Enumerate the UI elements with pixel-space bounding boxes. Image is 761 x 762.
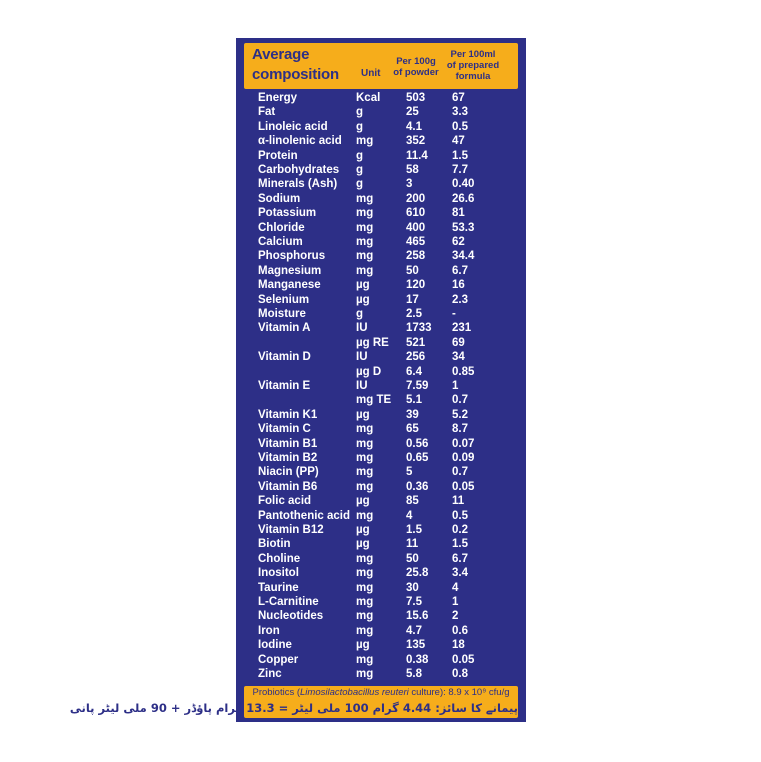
value-per-100g: 30 [406, 581, 419, 594]
nutrient-unit: mg [356, 509, 374, 522]
header-per-100ml [440, 49, 506, 82]
value-per-100g: 400 [406, 221, 426, 234]
value-per-100g: 1733 [406, 322, 432, 335]
nutrient-name: Manganese [258, 279, 321, 292]
table-row [236, 624, 526, 638]
header-per-100g-line2: of powder [393, 67, 439, 78]
header-per-100g-line1: Per 100g [396, 56, 436, 67]
header-per-100ml-line2: of prepared [446, 60, 500, 71]
nutrient-unit: mg [356, 653, 374, 666]
nutrient-name: Vitamin B12 [258, 524, 324, 536]
nutrient-name: Vitamin A [258, 322, 311, 335]
table-row [236, 609, 526, 623]
table-row [236, 293, 526, 307]
value-per-100ml: 11 [452, 495, 465, 508]
nutrient-name: Niacin (PP) [258, 466, 319, 479]
nutrient-unit: µg RE [356, 336, 389, 349]
nutrient-name: Vitamin B2 [258, 452, 318, 464]
value-per-100g: 503 [406, 92, 426, 104]
table-row [236, 537, 526, 551]
nutrient-name: Vitamin K1 [258, 408, 318, 421]
nutrient-name: Phosphorus [258, 250, 326, 263]
nutrient-unit: mg [356, 250, 374, 263]
nutrient-unit: mg [356, 610, 374, 623]
value-per-100ml: 6.7 [452, 552, 468, 565]
value-per-100g: 0.65 [406, 452, 429, 464]
value-per-100ml: 0.05 [452, 653, 475, 666]
table-row [236, 552, 526, 566]
nutrient-name: Linoleic acid [258, 120, 328, 133]
nutrient-unit: mg [356, 452, 374, 464]
value-per-100ml: 3.4 [452, 567, 468, 580]
nutrient-name: Protein [258, 149, 298, 162]
nutrient-name: Copper [258, 653, 299, 666]
table-row [236, 206, 526, 220]
table-row [236, 379, 526, 393]
value-per-100g: 7.59 [406, 380, 429, 392]
nutrient-name: Iodine [258, 639, 292, 652]
nutrient-unit: mg [356, 423, 374, 436]
value-per-100g: 3 [406, 178, 413, 191]
header-title [252, 45, 339, 85]
table-row [236, 321, 526, 335]
probiotics-suffix: culture): 8.9 x 10⁹ cfu/g [408, 687, 510, 698]
table-row [236, 264, 526, 278]
nutrient-unit: mg [356, 552, 374, 565]
nutrient-unit: IU [356, 322, 368, 335]
nutrient-name: Pantothenic acid [258, 509, 351, 522]
nutrient-name: Carbohydrates [258, 164, 340, 176]
table-row [236, 134, 526, 148]
value-per-100g: 50 [406, 552, 419, 565]
value-per-100g: 65 [406, 423, 419, 436]
nutrient-unit: µg [356, 495, 370, 508]
nutrient-name: Potassium [258, 207, 317, 220]
header-per-100ml-line3: formula [455, 71, 491, 82]
nutrient-unit: µg [356, 279, 370, 292]
value-per-100ml: 2 [452, 610, 459, 623]
value-per-100ml: 1.5 [452, 149, 468, 162]
table-row [236, 408, 526, 422]
table-row [236, 393, 526, 407]
value-per-100g: 0.38 [406, 653, 429, 666]
value-per-100g: 5.8 [406, 668, 422, 680]
value-per-100g: 135 [406, 639, 426, 652]
nutrient-unit: g [356, 308, 364, 320]
table-row [236, 523, 526, 537]
nutrient-unit: mg [356, 596, 374, 608]
value-per-100ml: 6.7 [452, 264, 468, 277]
nutrient-name: Selenium [258, 293, 310, 306]
nutrient-unit: g [356, 106, 364, 119]
nutrient-unit: mg [356, 135, 374, 148]
value-per-100ml: 0.6 [452, 624, 468, 637]
header-per-100ml-line1: Per 100ml [450, 49, 496, 60]
value-per-100g: 50 [406, 264, 419, 277]
nutrient-name: Sodium [258, 192, 301, 205]
nutrient-unit: µg [356, 639, 370, 652]
nutrient-unit: g [356, 178, 364, 191]
table-row [236, 163, 526, 177]
nutrient-unit: g [356, 120, 364, 133]
value-per-100ml: 53.3 [452, 221, 475, 234]
nutrient-name: Vitamin C [258, 423, 311, 436]
nutrient-unit: mg [356, 192, 374, 205]
nutrient-name: Magnesium [258, 264, 322, 277]
nutrient-name: Zinc [258, 668, 282, 680]
table-row [236, 465, 526, 479]
value-per-100ml: 0.7 [452, 466, 468, 479]
value-per-100g: 256 [406, 351, 426, 364]
nutrient-name: Vitamin B1 [258, 437, 318, 450]
value-per-100ml: - [452, 308, 456, 320]
value-per-100ml: 1.5 [452, 538, 468, 551]
nutrient-unit: µg [356, 538, 370, 551]
value-per-100ml: 231 [452, 322, 472, 335]
nutrient-name: Energy [258, 92, 297, 104]
table-row [236, 221, 526, 235]
nutrient-unit: µg D [356, 365, 382, 378]
table-row [236, 149, 526, 163]
table-row [236, 581, 526, 595]
value-per-100ml: 0.07 [452, 437, 475, 450]
value-per-100ml: 18 [452, 639, 465, 652]
value-per-100g: 465 [406, 236, 426, 248]
table-row [236, 638, 526, 652]
value-per-100ml: 1 [452, 380, 459, 392]
value-per-100ml: 5.2 [452, 408, 468, 421]
value-per-100ml: 0.40 [452, 178, 475, 191]
value-per-100ml: 0.85 [452, 365, 475, 378]
nutrient-unit: mg [356, 207, 374, 220]
table-row [236, 235, 526, 249]
nutrient-name: Chloride [258, 221, 305, 234]
table-row [236, 307, 526, 321]
table-row [236, 365, 526, 379]
value-per-100g: 120 [406, 279, 426, 292]
header-title-line2: composition [252, 66, 339, 83]
value-per-100g: 0.36 [406, 480, 429, 493]
value-per-100g: 85 [406, 495, 419, 508]
nutrient-name: Inositol [258, 567, 299, 580]
nutrient-name: Calcium [258, 236, 303, 248]
value-per-100g: 11.4 [406, 149, 428, 162]
value-per-100g: 15.6 [406, 610, 429, 623]
nutrient-name: L-Carnitine [258, 596, 319, 608]
nutrient-name: Fat [258, 106, 276, 119]
nutrient-unit: mg [356, 480, 374, 493]
nutrient-name: α-linolenic acid [258, 135, 342, 148]
value-per-100g: 17 [406, 293, 419, 306]
nutrient-unit: mg TE [356, 394, 392, 407]
nutrient-unit: µg [356, 293, 370, 306]
header-unit: Unit [361, 68, 381, 79]
table-row [236, 667, 526, 681]
nutrient-unit: mg [356, 624, 374, 637]
nutrient-unit: µg [356, 408, 370, 421]
table-header [244, 43, 518, 89]
nutrient-unit: mg [356, 437, 374, 450]
header-title-line1: Average [252, 46, 310, 63]
table-row [236, 494, 526, 508]
table-row [236, 278, 526, 292]
value-per-100ml: 0.5 [452, 120, 468, 133]
table-row [236, 509, 526, 523]
header-per-100g [391, 56, 441, 78]
value-per-100ml: 0.8 [452, 668, 468, 680]
value-per-100ml: 69 [452, 336, 465, 349]
nutrient-unit: mg [356, 581, 374, 594]
nutrient-unit: IU [356, 380, 368, 392]
value-per-100g: 258 [406, 250, 426, 263]
table-row [236, 480, 526, 494]
table-row [236, 336, 526, 350]
value-per-100ml: 16 [452, 279, 465, 292]
nutrient-unit: mg [356, 668, 374, 680]
value-per-100g: 0.56 [406, 437, 429, 450]
value-per-100g: 1.5 [406, 524, 422, 536]
value-per-100g: 58 [406, 164, 419, 176]
nutrient-name: Vitamin D [258, 351, 311, 364]
value-per-100ml: 47 [452, 135, 465, 148]
nutrient-name: Iron [258, 624, 280, 637]
table-row [236, 350, 526, 364]
value-per-100g: 200 [406, 192, 426, 205]
nutrient-name: Choline [258, 552, 301, 565]
table-row [236, 653, 526, 667]
value-per-100g: 7.5 [406, 596, 422, 608]
value-per-100g: 4.1 [406, 120, 422, 133]
value-per-100g: 4 [406, 509, 413, 522]
nutrient-name: Minerals (Ash) [258, 178, 338, 191]
table-row [236, 249, 526, 263]
value-per-100g: 4.7 [406, 624, 422, 637]
value-per-100ml: 62 [452, 236, 465, 248]
table-row [236, 437, 526, 451]
nutrient-unit: Kcal [356, 92, 381, 104]
urdu-note: پیمانے کا سائز: 4.44 گرام 100 ملی لیٹر = 13.3 گرام پاؤڈر + 90 ملی لیٹر پانی [69, 701, 518, 715]
nutrient-unit: µg [356, 524, 370, 536]
value-per-100ml: 8.7 [452, 423, 468, 436]
value-per-100ml: 1 [452, 596, 459, 608]
value-per-100g: 5 [406, 466, 413, 479]
nutrient-name: Taurine [258, 581, 299, 594]
value-per-100ml: 0.7 [452, 394, 468, 407]
table-row [236, 177, 526, 191]
value-per-100g: 39 [406, 408, 419, 421]
value-per-100g: 610 [406, 207, 426, 220]
value-per-100ml: 3.3 [452, 106, 468, 119]
value-per-100ml: 67 [452, 92, 465, 104]
nutrient-name: Biotin [258, 538, 291, 551]
value-per-100ml: 0.09 [452, 452, 475, 464]
value-per-100g: 25.8 [406, 567, 429, 580]
table-row [236, 566, 526, 580]
value-per-100g: 521 [406, 336, 426, 349]
nutrient-unit: mg [356, 264, 374, 277]
value-per-100g: 25 [406, 106, 419, 119]
table-row [236, 595, 526, 609]
nutrient-unit: mg [356, 567, 374, 580]
value-per-100ml: 81 [452, 207, 465, 220]
value-per-100g: 352 [406, 135, 426, 148]
probiotics-note [244, 687, 518, 698]
table-row [236, 422, 526, 436]
table-row [236, 120, 526, 134]
nutrient-unit: IU [356, 351, 368, 364]
nutrient-unit: mg [356, 221, 374, 234]
probiotics-prefix: Probiotics ( [252, 687, 301, 698]
probiotics-culture: Limosilactobacillus reuteri [300, 687, 409, 698]
nutrient-name: Folic acid [258, 495, 312, 508]
value-per-100g: 11 [406, 538, 419, 551]
value-per-100ml: 0.5 [452, 509, 468, 522]
value-per-100ml: 34.4 [452, 250, 475, 263]
table-row [236, 91, 526, 105]
value-per-100ml: 0.2 [452, 524, 468, 536]
table-footer [69, 686, 518, 718]
value-per-100ml: 2.3 [452, 293, 468, 306]
value-per-100g: 6.4 [406, 365, 422, 378]
table-row [236, 105, 526, 119]
value-per-100ml: 34 [452, 351, 465, 364]
value-per-100ml: 7.7 [452, 164, 468, 176]
value-per-100g: 2.5 [406, 308, 422, 320]
nutrient-unit: mg [356, 466, 374, 479]
value-per-100g: 5.1 [406, 394, 422, 407]
value-per-100ml: 4 [452, 581, 459, 594]
nutrient-name: Nucleotides [258, 610, 324, 623]
nutrient-name: Vitamin B6 [258, 480, 318, 493]
value-per-100ml: 26.6 [452, 192, 475, 205]
table-row [236, 192, 526, 206]
nutrient-unit: g [356, 164, 364, 176]
nutrition-panel [69, 38, 526, 722]
nutrient-name: Moisture [258, 308, 306, 320]
value-per-100ml: 0.05 [452, 480, 475, 493]
nutrient-unit: g [356, 149, 364, 162]
nutrient-name: Vitamin E [258, 380, 311, 392]
table-row [236, 451, 526, 465]
nutrient-unit: mg [356, 236, 374, 248]
